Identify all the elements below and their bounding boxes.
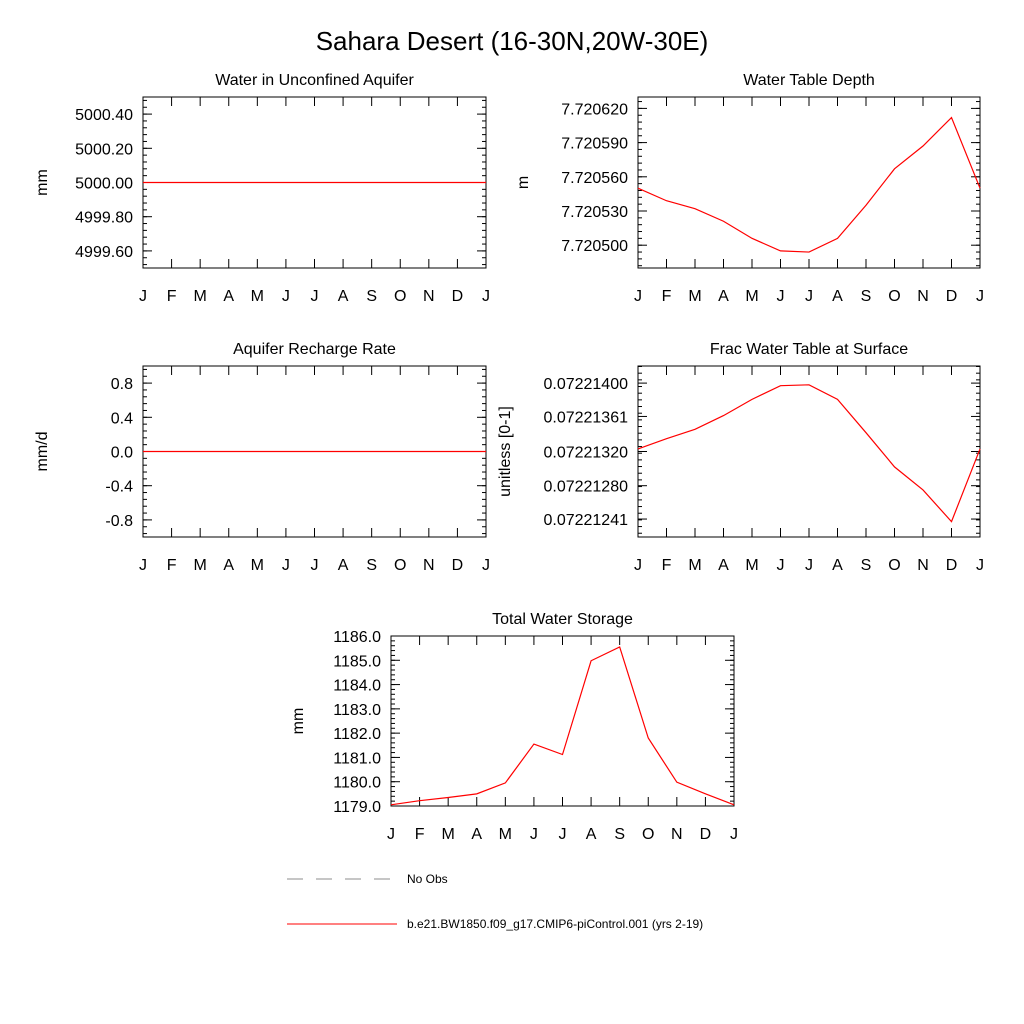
panel-water-in-unconfined-aquifer [34,72,490,305]
panel-aquifer-recharge-rate [34,341,490,574]
y-axis-label: mm [290,707,307,735]
x-tick-label: F [414,826,425,843]
legend [287,872,703,931]
x-tick-label: A [718,288,729,305]
x-tick-label: F [166,288,177,305]
x-tick-label: S [366,288,378,305]
y-tick-label: 7.720560 [561,169,628,187]
y-tick-label: 5000.40 [75,107,133,125]
figure-title: Sahara Desert (16-30N,20W-30E) [315,26,709,56]
x-tick-label: D [451,557,464,574]
x-tick-label: D [451,288,464,305]
x-tick-label: M [688,557,702,574]
x-tick-label: D [699,826,712,843]
x-tick-label: D [945,557,958,574]
x-tick-label: M [250,288,264,305]
x-tick-label: A [223,557,235,574]
plot-frame [638,97,980,268]
y-tick-label: 1183.0 [333,701,381,719]
y-tick-label: 5000.00 [75,175,133,193]
plot-frame [638,366,980,537]
x-tick-label: J [776,288,785,305]
x-tick-label: A [718,557,729,574]
x-tick-label: J [529,826,538,843]
x-tick-label: J [281,288,290,305]
x-tick-label: N [671,826,683,843]
x-tick-label: O [394,557,407,574]
y-tick-label: 4999.80 [75,209,133,227]
x-tick-label: S [366,557,378,574]
y-tick-label: 0.8 [110,376,133,394]
x-tick-label: M [745,288,759,305]
x-tick-label: A [832,288,843,305]
x-tick-label: A [337,288,349,305]
x-tick-label: J [482,288,490,305]
x-tick-label: J [482,557,490,574]
x-tick-label: N [917,557,929,574]
y-axis-label: m [515,175,532,190]
y-tick-label: 0.07221400 [543,376,628,394]
x-tick-label: J [976,288,984,305]
panel-title: Aquifer Recharge Rate [233,341,396,358]
x-tick-label: J [634,557,642,574]
x-tick-label: J [805,557,813,574]
y-tick-label: 1184.0 [333,677,381,695]
y-tick-label: 1180.0 [333,774,381,792]
series-line-0 [638,385,980,522]
x-tick-label: J [634,288,642,305]
x-tick-label: N [423,288,435,305]
y-tick-label: 7.720500 [561,238,628,256]
panel-title: Water in Unconfined Aquifer [215,72,414,89]
panel-title: Frac Water Table at Surface [709,341,909,358]
x-tick-label: N [917,288,929,305]
x-tick-label: A [223,288,235,305]
x-tick-label: M [745,557,759,574]
panel-title: Water Table Depth [743,72,875,89]
x-tick-label: N [423,557,435,574]
y-tick-label: 7.720530 [561,204,628,221]
x-tick-label: A [337,557,349,574]
y-tick-label: -0.8 [105,512,133,530]
y-tick-label: 0.07221241 [543,512,628,530]
y-tick-label: 5000.20 [75,141,133,159]
x-tick-label: O [642,826,655,843]
x-tick-label: J [281,557,290,574]
x-tick-label: J [730,826,738,843]
x-tick-label: J [805,288,813,305]
x-tick-label: M [441,826,455,843]
x-tick-label: M [193,288,207,305]
x-tick-label: J [558,826,567,843]
x-tick-label: J [387,826,395,843]
y-axis-label: unitless [0-1] [497,406,514,497]
y-tick-label: 7.720590 [561,135,628,153]
series-line-0 [638,118,980,253]
y-tick-label: 4999.60 [75,243,133,261]
x-tick-label: D [945,288,958,305]
x-tick-label: A [832,557,843,574]
x-tick-label: J [310,557,319,574]
y-axis-label: mm/d [34,431,51,472]
y-tick-label: 1182.0 [333,726,381,744]
x-tick-label: A [585,826,597,843]
x-tick-label: M [498,826,512,843]
x-tick-label: M [193,557,207,574]
plot-frame [391,636,734,806]
x-tick-label: F [166,557,177,574]
x-tick-label: J [976,557,984,574]
x-tick-label: J [776,557,785,574]
x-tick-label: O [888,288,901,305]
y-axis-label: mm [34,169,51,196]
x-tick-label: F [661,557,672,574]
y-tick-label: -0.4 [105,478,133,496]
y-tick-label: 0.4 [110,410,133,428]
y-tick-label: 0.07221280 [543,478,628,496]
x-tick-label: A [471,826,483,843]
panel-total-water-storage [290,611,738,843]
legend-label-no-obs: No Obs [407,872,448,886]
y-tick-label: 1185.0 [333,653,381,671]
y-tick-label: 1186.0 [333,629,381,646]
x-tick-label: S [860,557,872,574]
x-tick-label: J [139,288,147,305]
x-tick-label: O [888,557,901,574]
y-tick-label: 1181.0 [333,750,381,768]
y-tick-label: 1179.0 [333,799,381,816]
panel-title: Total Water Storage [492,611,633,628]
x-tick-label: S [860,288,872,305]
x-tick-label: O [394,288,407,305]
panel-water-table-depth [515,72,984,305]
legend-label-control-run: b.e21.BW1850.f09_g17.CMIP6-piControl.001 (yrs 2-19) [407,917,704,931]
x-tick-label: S [614,826,626,843]
x-tick-label: M [688,288,702,305]
y-tick-label: 0.07221320 [543,444,628,462]
y-tick-label: 0.07221361 [543,409,628,427]
series-line-0 [391,647,734,805]
panel-frac-water-table-at-surface [497,341,984,574]
x-tick-label: M [250,557,264,574]
x-tick-label: J [310,288,319,305]
x-tick-label: J [139,557,147,574]
y-tick-label: 7.720620 [561,101,628,119]
x-tick-label: F [661,288,672,305]
y-tick-label: 0.0 [110,444,133,462]
